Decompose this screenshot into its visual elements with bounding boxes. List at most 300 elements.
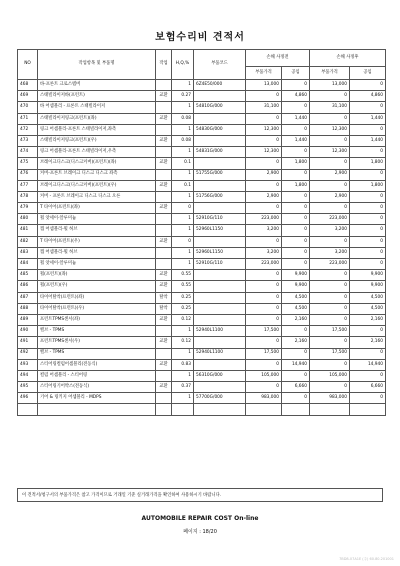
row-part-code bbox=[194, 113, 246, 124]
row-part-code: 52940L1100 bbox=[194, 326, 246, 337]
row-item-name: 스태빌라이저링크(프런트)(좌) bbox=[38, 113, 156, 124]
row-after-part-price: 0 bbox=[310, 337, 350, 348]
row-work-type: 교환 bbox=[156, 113, 172, 124]
row-after-labor: 0 bbox=[350, 203, 386, 214]
row-work-type bbox=[156, 124, 172, 135]
row-hq: 1 bbox=[172, 102, 194, 113]
row-after-labor: 1,800 bbox=[350, 158, 386, 169]
row-part-code: 54830G/000 bbox=[194, 124, 246, 135]
row-work-type: 교환 bbox=[156, 382, 172, 393]
table-row bbox=[18, 314, 386, 325]
row-after-labor: 0 bbox=[350, 191, 386, 202]
row-after-labor: 0 bbox=[350, 259, 386, 270]
row-item-name: 링크 어셈블리-프론트 스태빌라이저,좌측 bbox=[38, 124, 156, 135]
row-part-code bbox=[194, 203, 246, 214]
table-row bbox=[18, 359, 386, 370]
header-hq: H,Q,% bbox=[172, 50, 194, 80]
row-after-part-price: 983,000 bbox=[310, 393, 350, 404]
row-no: 484 bbox=[18, 259, 38, 270]
row-before-part-price: 105,000 bbox=[246, 370, 282, 381]
row-before-labor: 0 bbox=[282, 326, 310, 337]
row-after-labor: 1,440 bbox=[350, 135, 386, 146]
row-part-code bbox=[194, 281, 246, 292]
row-item-name: 바-프론트 크로스멤버 bbox=[38, 80, 156, 91]
table-row bbox=[18, 158, 386, 169]
row-no: 491 bbox=[18, 337, 38, 348]
row-no: 485 bbox=[18, 270, 38, 281]
row-before-labor: 0 bbox=[282, 370, 310, 381]
row-after-part-price: 0 bbox=[310, 113, 350, 124]
row-hq: 0.25 bbox=[172, 292, 194, 303]
row-work-type bbox=[156, 147, 172, 158]
page-number: 페이지 : 18/20 bbox=[183, 529, 217, 535]
row-after-labor: 0 bbox=[350, 393, 386, 404]
row-before-labor: 2,160 bbox=[282, 337, 310, 348]
header-before-group: 손해 사정전 bbox=[246, 50, 310, 67]
row-before-part-price: 13,000 bbox=[246, 80, 282, 91]
row-item-name: 밸브 - TPMS bbox=[38, 326, 156, 337]
row-item-name: 휠(프런트)(좌) bbox=[38, 270, 156, 281]
header-before-part-price: 부품가격 bbox=[246, 67, 282, 80]
row-work-type bbox=[156, 326, 172, 337]
row-hq: 0 bbox=[172, 236, 194, 247]
row-after-part-price: 0 bbox=[310, 91, 350, 102]
row-work-type: 교환 bbox=[156, 180, 172, 191]
row-no: 470 bbox=[18, 102, 38, 113]
row-after-part-price: 0 bbox=[310, 314, 350, 325]
table-row bbox=[18, 348, 386, 359]
row-after-labor: 2,160 bbox=[350, 337, 386, 348]
row-part-code bbox=[194, 180, 246, 191]
row-after-part-price: 3,200 bbox=[310, 225, 350, 236]
row-before-labor: 9,900 bbox=[282, 270, 310, 281]
row-item-name: 스태빌라이저바(프런트) bbox=[38, 91, 156, 102]
row-before-part-price: 0 bbox=[246, 113, 282, 124]
row-before-labor: 2,160 bbox=[282, 314, 310, 325]
row-item-name: 스티어링컬럼어셈블리(전동식) bbox=[38, 359, 156, 370]
row-part-code: 52910G/110 bbox=[194, 259, 246, 270]
row-item-name: 브레이크디스크(디스크커버)(프런트)(우) bbox=[38, 180, 156, 191]
row-work-type bbox=[156, 191, 172, 202]
row-part-code bbox=[194, 236, 246, 247]
row-before-labor: 0 bbox=[282, 393, 310, 404]
row-after-part-price: 12,300 bbox=[310, 147, 350, 158]
row-no: 478 bbox=[18, 191, 38, 202]
row-after-part-price: 2,900 bbox=[310, 169, 350, 180]
row-before-part-price: 0 bbox=[246, 270, 282, 281]
row-hq: 1 bbox=[172, 370, 194, 381]
row-hq: 0.37 bbox=[172, 382, 194, 393]
row-after-part-price: 17,500 bbox=[310, 348, 350, 359]
row-after-part-price: 0 bbox=[310, 359, 350, 370]
row-part-code bbox=[194, 359, 246, 370]
row-before-labor: 0 bbox=[282, 124, 310, 135]
row-after-labor: 9,900 bbox=[350, 281, 386, 292]
row-item-name: T 타이어(프런트)(우) bbox=[38, 236, 156, 247]
row-no: 492 bbox=[18, 348, 38, 359]
row-hq: 0.55 bbox=[172, 281, 194, 292]
row-before-part-price: 983,000 bbox=[246, 393, 282, 404]
table-row bbox=[18, 113, 386, 124]
row-hq: 0.25 bbox=[172, 303, 194, 314]
row-hq: 0.55 bbox=[172, 270, 194, 281]
row-before-part-price: 17,500 bbox=[246, 348, 282, 359]
header-work: 작업 bbox=[156, 50, 172, 80]
table-row bbox=[18, 270, 386, 281]
row-no: 487 bbox=[18, 292, 38, 303]
row-item-name: 기어 & 링키지 어셈블리 - MDPS bbox=[38, 393, 156, 404]
row-hq: 0.1 bbox=[172, 180, 194, 191]
row-work-type: 교환 bbox=[156, 270, 172, 281]
row-after-part-price: 0 bbox=[310, 270, 350, 281]
table-row bbox=[18, 91, 386, 102]
row-after-part-price: 0 bbox=[310, 158, 350, 169]
row-work-type: 교환 bbox=[156, 91, 172, 102]
row-part-code bbox=[194, 135, 246, 146]
row-before-labor: 0 bbox=[282, 214, 310, 225]
row-after-labor: 14,940 bbox=[350, 359, 386, 370]
row-part-code bbox=[194, 337, 246, 348]
row-after-part-price: 0 bbox=[310, 292, 350, 303]
row-item-name: 커버-프론트 브레이크 디스크 디스크 좌측 bbox=[38, 169, 156, 180]
row-work-type bbox=[156, 348, 172, 359]
table-row bbox=[18, 382, 386, 393]
row-after-labor: 0 bbox=[350, 147, 386, 158]
empty-cell bbox=[246, 404, 282, 415]
row-hq: 1 bbox=[172, 259, 194, 270]
table-row bbox=[18, 169, 386, 180]
row-no: 476 bbox=[18, 169, 38, 180]
row-after-labor: 0 bbox=[350, 348, 386, 359]
row-before-part-price: 0 bbox=[246, 158, 282, 169]
row-hq: 1 bbox=[172, 169, 194, 180]
row-item-name: 컬럼 어셈블리 - 스티어링 bbox=[38, 370, 156, 381]
row-item-name: 휠(프런트)(우) bbox=[38, 281, 156, 292]
row-work-type: 교환 bbox=[156, 359, 172, 370]
empty-cell bbox=[310, 404, 350, 415]
table-row bbox=[18, 124, 386, 135]
row-work-type bbox=[156, 259, 172, 270]
row-before-part-price: 0 bbox=[246, 337, 282, 348]
row-after-part-price: 0 bbox=[310, 203, 350, 214]
row-after-labor: 0 bbox=[350, 102, 386, 113]
row-after-labor: 0 bbox=[350, 236, 386, 247]
row-item-name: 프런트TPMS센서(좌) bbox=[38, 314, 156, 325]
row-before-labor: 0 bbox=[282, 191, 310, 202]
row-before-part-price: 0 bbox=[246, 303, 282, 314]
table-row bbox=[18, 259, 386, 270]
row-before-labor: 4,500 bbox=[282, 303, 310, 314]
row-before-labor: 0 bbox=[282, 236, 310, 247]
estimate-table bbox=[17, 49, 386, 416]
row-after-labor: 9,900 bbox=[350, 270, 386, 281]
price-notice: 이 견적서/청구서의 부품가격은 참고 가격이므로 거래일 기준 실거래가격을 확인하여 사용하시기 바랍니다. bbox=[17, 488, 383, 502]
empty-cell bbox=[38, 404, 156, 415]
row-item-name: 스태빌라이저링크(프런트)(우) bbox=[38, 135, 156, 146]
row-before-part-price: 0 bbox=[246, 382, 282, 393]
document-title: 보험수리비 견적서 bbox=[155, 32, 245, 43]
footer-title: AUTOMOBILE REPAIR COST On-line bbox=[141, 515, 259, 522]
row-item-name: 커버 - 프론트 브레이크 디스크 디스크 오른 bbox=[38, 191, 156, 202]
row-after-part-price: 0 bbox=[310, 281, 350, 292]
row-before-labor: 0 bbox=[282, 80, 310, 91]
row-no: 468 bbox=[18, 80, 38, 91]
row-after-labor: 0 bbox=[350, 169, 386, 180]
row-hq: 1 bbox=[172, 147, 194, 158]
row-hq: 1 bbox=[172, 191, 194, 202]
row-part-code: 56310G/000 bbox=[194, 370, 246, 381]
row-item-name: 링크 어셈블리-프론트 스태빌라이저,우측 bbox=[38, 147, 156, 158]
empty-cell bbox=[156, 404, 172, 415]
row-before-part-price: 0 bbox=[246, 314, 282, 325]
row-before-part-price: 2,900 bbox=[246, 191, 282, 202]
row-before-labor: 9,900 bbox=[282, 281, 310, 292]
row-hq: 0.08 bbox=[172, 135, 194, 146]
empty-row bbox=[18, 404, 386, 415]
row-after-part-price: 3,200 bbox=[310, 247, 350, 258]
table-row bbox=[18, 370, 386, 381]
table-row bbox=[18, 303, 386, 314]
row-part-code bbox=[194, 158, 246, 169]
row-no: 486 bbox=[18, 281, 38, 292]
row-after-part-price: 0 bbox=[310, 135, 350, 146]
row-work-type: 탈착 bbox=[156, 303, 172, 314]
row-hq: 1 bbox=[172, 326, 194, 337]
row-before-labor: 1,800 bbox=[282, 180, 310, 191]
row-before-labor: 6,660 bbox=[282, 382, 310, 393]
row-no: 482 bbox=[18, 236, 38, 247]
empty-cell bbox=[194, 404, 246, 415]
header-no: NO bbox=[18, 50, 38, 80]
row-part-code: 51755G/000 bbox=[194, 169, 246, 180]
row-before-part-price: 223,000 bbox=[246, 214, 282, 225]
row-after-part-price: 223,000 bbox=[310, 259, 350, 270]
row-after-part-price: 105,000 bbox=[310, 370, 350, 381]
row-hq: 0 bbox=[172, 203, 194, 214]
row-no: 490 bbox=[18, 326, 38, 337]
row-no: 493 bbox=[18, 359, 38, 370]
header-before-labor: 공임 bbox=[282, 67, 310, 80]
table-row bbox=[18, 102, 386, 113]
row-after-labor: 0 bbox=[350, 247, 386, 258]
row-before-labor: 1,440 bbox=[282, 135, 310, 146]
row-before-labor: 0 bbox=[282, 102, 310, 113]
row-work-type bbox=[156, 247, 172, 258]
row-work-type bbox=[156, 214, 172, 225]
row-before-labor: 0 bbox=[282, 348, 310, 359]
row-work-type: 교환 bbox=[156, 314, 172, 325]
row-hq: 1 bbox=[172, 393, 194, 404]
row-item-name: 스티어링기어박스(전동식) bbox=[38, 382, 156, 393]
row-after-part-price: 223,000 bbox=[310, 214, 350, 225]
row-work-type: 탈착 bbox=[156, 292, 172, 303]
row-item-name: 휠 앗세이-알루미늄 bbox=[38, 259, 156, 270]
row-after-labor: 4,500 bbox=[350, 303, 386, 314]
row-after-labor: 4,860 bbox=[350, 91, 386, 102]
row-item-name: 휠 앗세이-알루미늄 bbox=[38, 214, 156, 225]
row-no: 479 bbox=[18, 203, 38, 214]
row-part-code: 52940L1100 bbox=[194, 348, 246, 359]
row-no: 489 bbox=[18, 314, 38, 325]
row-item-name: 캡 어셈블리-휠 허브 bbox=[38, 225, 156, 236]
row-before-labor: 1,440 bbox=[282, 113, 310, 124]
row-work-type bbox=[156, 102, 172, 113]
row-part-code bbox=[194, 303, 246, 314]
row-after-labor: 6,660 bbox=[350, 382, 386, 393]
row-hq: 0.08 bbox=[172, 113, 194, 124]
row-work-type: 교환 bbox=[156, 236, 172, 247]
row-part-code bbox=[194, 270, 246, 281]
row-before-part-price: 2,900 bbox=[246, 169, 282, 180]
row-before-labor: 1,800 bbox=[282, 158, 310, 169]
row-before-part-price: 17,500 bbox=[246, 326, 282, 337]
row-work-type: 교환 bbox=[156, 281, 172, 292]
table-row bbox=[18, 247, 386, 258]
empty-cell bbox=[282, 404, 310, 415]
row-work-type: 교환 bbox=[156, 158, 172, 169]
table-row bbox=[18, 214, 386, 225]
document-stamp: 7BD8-07A1E (주) 60.80.201001 bbox=[339, 557, 394, 561]
row-after-labor: 0 bbox=[350, 225, 386, 236]
row-after-labor: 0 bbox=[350, 326, 386, 337]
row-no: 469 bbox=[18, 91, 38, 102]
row-part-code: 54831G/000 bbox=[194, 147, 246, 158]
row-work-type bbox=[156, 370, 172, 381]
row-no: 483 bbox=[18, 247, 38, 258]
row-before-part-price: 31,100 bbox=[246, 102, 282, 113]
row-before-labor: 4,860 bbox=[282, 91, 310, 102]
row-hq: 1 bbox=[172, 225, 194, 236]
row-part-code bbox=[194, 382, 246, 393]
row-item-name: 밸브 - TPMS bbox=[38, 348, 156, 359]
row-work-type: 교환 bbox=[156, 135, 172, 146]
row-before-part-price: 12,300 bbox=[246, 147, 282, 158]
table-row bbox=[18, 292, 386, 303]
row-no: 495 bbox=[18, 382, 38, 393]
row-no: 494 bbox=[18, 370, 38, 381]
row-before-labor: 0 bbox=[282, 259, 310, 270]
row-after-part-price: 0 bbox=[310, 382, 350, 393]
row-hq: 1 bbox=[172, 247, 194, 258]
row-part-code: 51756G/000 bbox=[194, 191, 246, 202]
row-part-code: 52910G/110 bbox=[194, 214, 246, 225]
row-before-labor: 0 bbox=[282, 203, 310, 214]
table-row bbox=[18, 203, 386, 214]
table-row bbox=[18, 80, 386, 91]
header-after-group: 손해 사정후 bbox=[310, 50, 386, 67]
row-before-labor: 0 bbox=[282, 225, 310, 236]
row-hq: 0.12 bbox=[172, 314, 194, 325]
row-work-type bbox=[156, 225, 172, 236]
row-before-labor: 4,500 bbox=[282, 292, 310, 303]
row-no: 474 bbox=[18, 147, 38, 158]
header-code: 부품코드 bbox=[194, 50, 246, 80]
row-hq: 1 bbox=[172, 214, 194, 225]
row-after-part-price: 12,300 bbox=[310, 124, 350, 135]
header-name: 작업항목 및 부품명 bbox=[38, 50, 156, 80]
row-hq: 0.1 bbox=[172, 158, 194, 169]
row-after-part-price: 0 bbox=[310, 180, 350, 191]
row-part-code: 52960L1150 bbox=[194, 247, 246, 258]
row-work-type: 교환 bbox=[156, 337, 172, 348]
row-before-labor: 0 bbox=[282, 147, 310, 158]
row-item-name: 브레이크디스크(디스크커버)(프런트)(좌) bbox=[38, 158, 156, 169]
row-part-code bbox=[194, 91, 246, 102]
empty-cell bbox=[18, 404, 38, 415]
row-before-labor: 0 bbox=[282, 247, 310, 258]
row-after-part-price: 0 bbox=[310, 236, 350, 247]
table-row bbox=[18, 225, 386, 236]
row-before-part-price: 3,200 bbox=[246, 225, 282, 236]
row-after-part-price: 0 bbox=[310, 303, 350, 314]
row-no: 475 bbox=[18, 158, 38, 169]
row-no: 472 bbox=[18, 124, 38, 135]
row-no: 488 bbox=[18, 303, 38, 314]
table-row bbox=[18, 326, 386, 337]
row-no: 496 bbox=[18, 393, 38, 404]
table-row bbox=[18, 147, 386, 158]
row-after-labor: 0 bbox=[350, 214, 386, 225]
row-part-code bbox=[194, 292, 246, 303]
row-after-labor: 0 bbox=[350, 124, 386, 135]
table-row bbox=[18, 180, 386, 191]
row-hq: 0.83 bbox=[172, 359, 194, 370]
row-after-labor: 2,160 bbox=[350, 314, 386, 325]
row-part-code: 54810G/000 bbox=[194, 102, 246, 113]
table-row bbox=[18, 337, 386, 348]
row-work-type bbox=[156, 393, 172, 404]
row-work-type bbox=[156, 169, 172, 180]
row-before-part-price: 223,000 bbox=[246, 259, 282, 270]
row-item-name: 캡 어셈블리-휠 허브 bbox=[38, 247, 156, 258]
row-before-part-price: 0 bbox=[246, 203, 282, 214]
table-row bbox=[18, 135, 386, 146]
row-no: 480 bbox=[18, 214, 38, 225]
row-after-labor: 0 bbox=[350, 80, 386, 91]
header-after-part-price: 부품가격 bbox=[310, 67, 350, 80]
row-no: 473 bbox=[18, 135, 38, 146]
row-item-name: 타이어탈착(프런트)(우) bbox=[38, 303, 156, 314]
row-after-labor: 1,800 bbox=[350, 180, 386, 191]
row-after-part-price: 17,500 bbox=[310, 326, 350, 337]
row-after-labor: 0 bbox=[350, 370, 386, 381]
row-before-part-price: 0 bbox=[246, 180, 282, 191]
row-before-part-price: 0 bbox=[246, 236, 282, 247]
row-item-name: 프런트TPMS센서(우) bbox=[38, 337, 156, 348]
table-body bbox=[18, 80, 386, 416]
row-before-labor: 14,940 bbox=[282, 359, 310, 370]
row-hq: 0.12 bbox=[172, 337, 194, 348]
row-after-labor: 1,440 bbox=[350, 113, 386, 124]
row-after-part-price: 13,000 bbox=[310, 80, 350, 91]
row-before-labor: 0 bbox=[282, 169, 310, 180]
row-before-part-price: 12,300 bbox=[246, 124, 282, 135]
table-row bbox=[18, 236, 386, 247]
row-after-part-price: 31,100 bbox=[310, 102, 350, 113]
row-part-code: 6Z4E50/000 bbox=[194, 80, 246, 91]
row-part-code bbox=[194, 314, 246, 325]
row-work-type: 교환 bbox=[156, 203, 172, 214]
empty-cell bbox=[172, 404, 194, 415]
row-work-type bbox=[156, 80, 172, 91]
row-before-part-price: 0 bbox=[246, 135, 282, 146]
row-after-part-price: 2,900 bbox=[310, 191, 350, 202]
row-no: 477 bbox=[18, 180, 38, 191]
empty-cell bbox=[350, 404, 386, 415]
row-before-part-price: 0 bbox=[246, 281, 282, 292]
table-row bbox=[18, 191, 386, 202]
row-before-part-price: 3,200 bbox=[246, 247, 282, 258]
